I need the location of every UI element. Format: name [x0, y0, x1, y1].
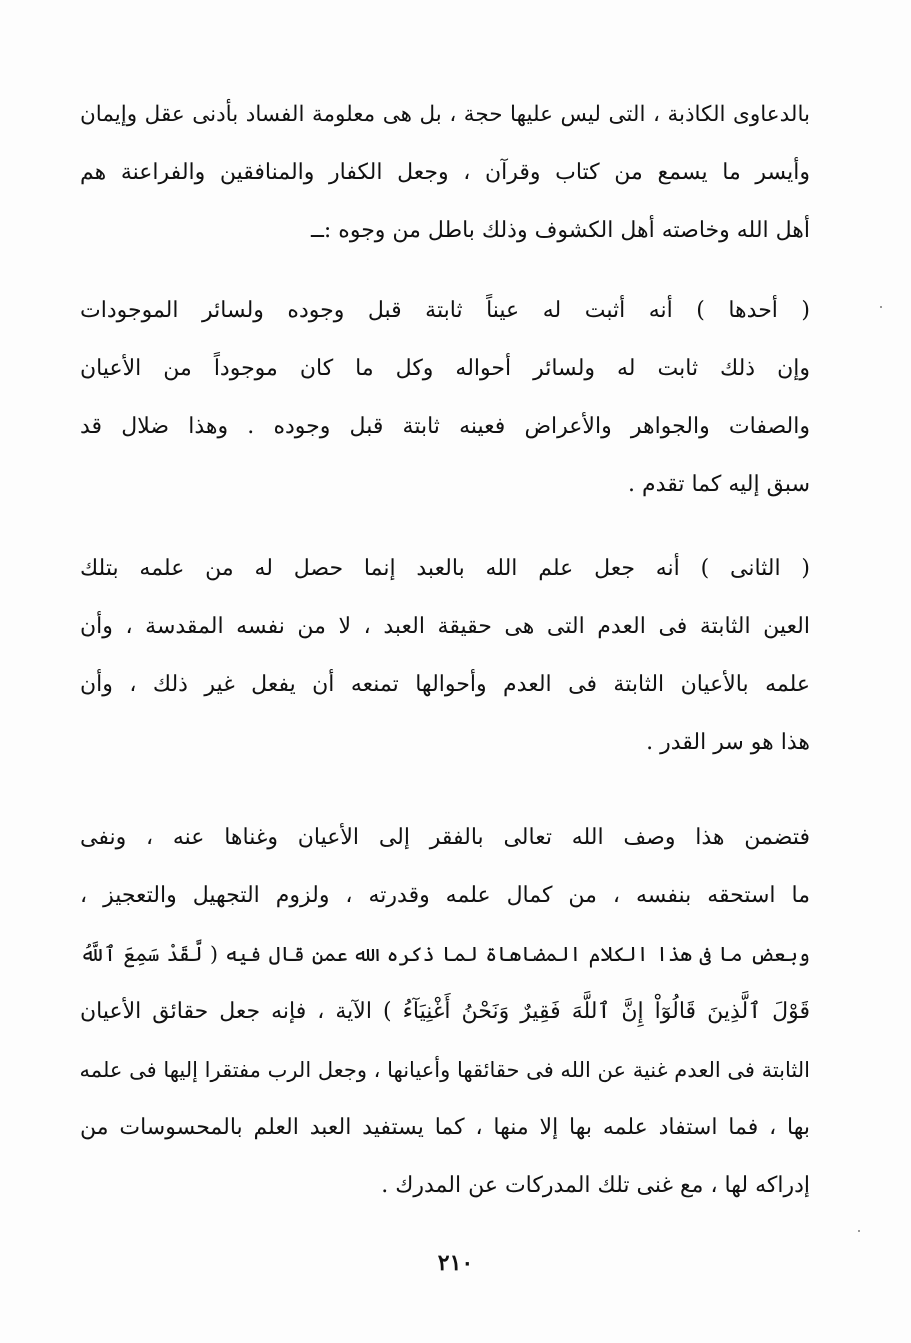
text-line: وأيسر ما يسمع من كتاب وقرآن ، وجعل الكفار والمنافقين والفراعنة هم — [80, 160, 810, 185]
paragraph-conclusion — [80, 809, 810, 1215]
text-line: فتضمن هذا وصف الله تعالى بالفقر إلى الأعيان وغناها عنه ، ونفى — [80, 825, 810, 850]
text-line: وإن ذلك ثابت له ولسائر أحواله وكل ما كان موجوداً من الأعيان — [80, 356, 810, 381]
text-line: سبق إليه كما تقدم . — [628, 472, 810, 497]
text-line: هذا هو سر القدر . — [646, 730, 810, 755]
page-number: ٢١٠ — [437, 1250, 474, 1276]
text-line: وبعض ما فى هذا الكلام المضاهاة لما ذكره الله عمن قال فيه ( لَّقَدْ سَمِعَ ٱللَّهُ — [80, 942, 810, 966]
text-line: بالدعاوى الكاذبة ، التى ليس عليها حجة ، بل هى معلومة الفساد بأدنى عقل وإيمان — [80, 102, 810, 127]
text-line: أهل الله وخاصته أهل الكشوف وذلك باطل من وجوه :ــ — [311, 218, 810, 243]
text-line: ( أحدها ) أنه أثبت له عيناً ثابتة قبل وجوده ولسائر الموجودات — [80, 298, 810, 323]
paragraph-second-point — [80, 540, 810, 772]
text-line: والصفات والجواهر والأعراض فعينه ثابتة قبل وجوده . وهذا ضلال قد — [80, 414, 810, 439]
text-line: العين الثابتة فى العدم التى هى حقيقة العبد ، لا من نفسه المقدسة ، وأن — [80, 614, 810, 639]
text-line: ما استحقه بنفسه ، من كمال علمه وقدرته ، ولزوم التجهيل والتعجيز ، — [80, 883, 810, 908]
scan-speck — [858, 1230, 860, 1232]
text-line: قَوْلَ ٱلَّذِينَ قَالُوٓاْ إِنَّ ٱللَّهَ فَقِيرٌ وَنَحْنُ أَغْنِيَآءُ ) الآية ، فإنه جعل حقائق الأعيان — [80, 999, 810, 1024]
text-line: ( الثانى ) أنه جعل علم الله بالعبد إنما حصل له من علمه بتلك — [80, 556, 810, 581]
text-line: بها ، فما استفاد علمه بها إلا منها ، كما يستفيد العبد العلم بالمحسوسات من — [80, 1115, 810, 1140]
scan-speck — [880, 306, 882, 308]
text-line: علمه بالأعيان الثابتة فى العدم وأحوالها تمنعه أن يفعل غير ذلك ، وأن — [80, 672, 810, 697]
text-line: إدراكه لها ، مع غنى تلك المدركات عن المدرك . — [381, 1173, 810, 1198]
text-line: الثابتة فى العدم غنية عن الله فى حقائقها وأعيانها ، وجعل الرب مفتقرا إليها فى علمه — [80, 1058, 810, 1082]
paragraph-first-point — [80, 282, 810, 514]
paragraph-intro — [80, 86, 810, 260]
